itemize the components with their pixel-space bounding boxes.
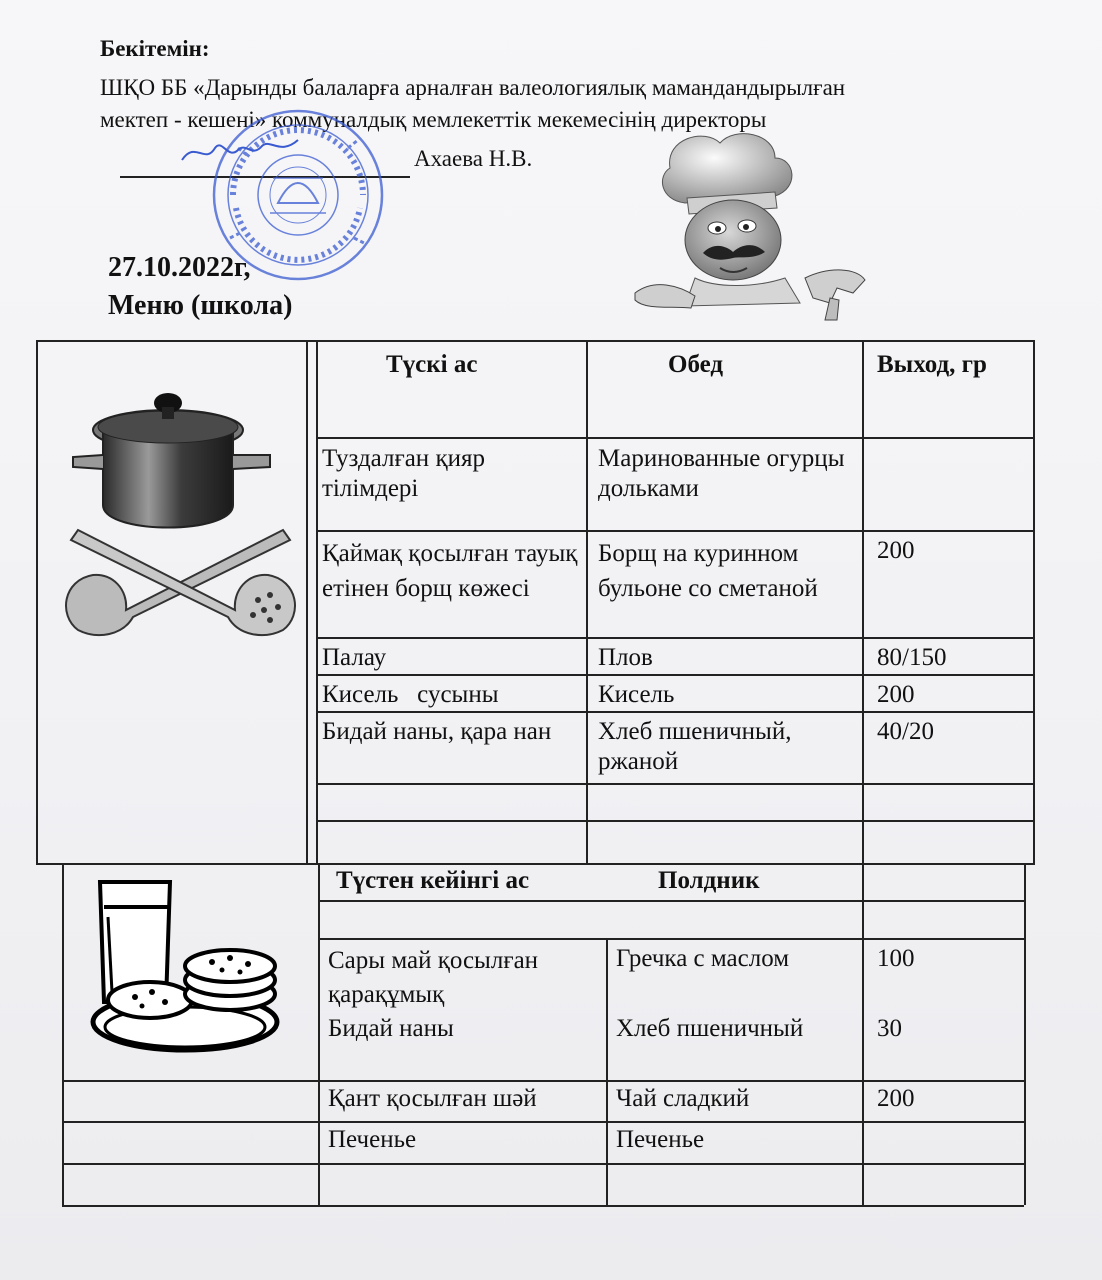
- row-divider: [318, 900, 1024, 902]
- snack-row-4-rus: Печенье: [616, 1126, 705, 1153]
- table-divider: [586, 340, 588, 865]
- row-divider: [62, 1080, 1024, 1082]
- lunch-row-4-kaz: Кисель сусыны: [322, 681, 499, 708]
- header-lunch-kaz: Түскі ас: [386, 351, 478, 378]
- menu-date: 27.10.2022г,: [108, 252, 251, 283]
- milk-cookies-icon: [90, 872, 285, 1057]
- table-border-right: [1033, 340, 1035, 865]
- table-border-left: [36, 340, 38, 865]
- row-divider: [316, 530, 1033, 532]
- header-lunch-rus: Обед: [668, 351, 724, 378]
- table-divider: [318, 863, 320, 1205]
- row-divider: [316, 674, 1033, 676]
- snack-row-2-kaz: Бидай наны: [328, 1015, 454, 1042]
- row-divider: [62, 1121, 1024, 1123]
- snack-row-2-weight: 30: [877, 1015, 902, 1042]
- table-divider: [606, 940, 608, 1205]
- lunch-row-3-rus: Плов: [598, 644, 653, 671]
- lunch-row-5-kaz: Бидай наны, қара нан: [322, 718, 552, 745]
- header-weight: Выход, гр: [877, 351, 987, 378]
- approval-org-line-1: ШҚО ББ «Дарынды балаларға арналған валеологиялық мамандандырылған: [100, 75, 846, 100]
- row-divider: [316, 637, 1033, 639]
- row-divider: [62, 1163, 1024, 1165]
- lunch-row-5-weight: 40/20: [877, 718, 934, 745]
- table-border-right: [1024, 863, 1026, 1205]
- lunch-row-2-weight: 200: [877, 537, 915, 564]
- snack-row-1-kaz: Сары май қосылған қарақұмық: [328, 947, 539, 1008]
- menu-title: Меню (школа): [108, 290, 293, 321]
- lunch-row-1-rus: Маринованные огурцы дольками: [598, 445, 845, 502]
- lunch-row-1-kaz: Туздалған қияр тілімдері: [322, 445, 485, 502]
- table-border-left: [62, 863, 64, 1205]
- chef-illustration-icon: [625, 128, 880, 328]
- cooking-pot-icon: [58, 385, 303, 645]
- lunch-row-5-rus: Хлеб пшеничный, ржаной: [598, 718, 792, 775]
- lunch-row-2-kaz: Қаймақ қосылған тауық етінен борщ көжесі: [322, 540, 578, 602]
- approval-title: Бекітемін:: [100, 36, 210, 61]
- signature-icon: [180, 130, 300, 170]
- section-divider: [36, 863, 1034, 865]
- table-divider: [862, 863, 864, 1205]
- lunch-row-4-weight: 200: [877, 681, 915, 708]
- header-snack-rus: Полдник: [658, 867, 760, 894]
- lunch-row-3-weight: 80/150: [877, 644, 947, 671]
- table-divider: [316, 340, 318, 863]
- snack-row-3-weight: 200: [877, 1085, 915, 1112]
- table-border-bottom: [62, 1205, 1024, 1207]
- snack-row-1-weight: 100: [877, 945, 915, 972]
- signer-name: Ахаева Н.В.: [414, 146, 533, 171]
- row-divider: [316, 820, 1033, 822]
- lunch-row-3-kaz: Палау: [322, 644, 387, 671]
- snack-row-3-rus: Чай сладкий: [616, 1085, 750, 1112]
- row-divider: [316, 437, 1033, 439]
- table-divider: [306, 340, 308, 865]
- approval-org-line-2: мектеп - кешені» коммуналдық мемлекеттік мекемесінің директоры: [100, 107, 767, 132]
- lunch-row-2-rus: Борщ на куринном бульоне со сметаной: [598, 540, 818, 602]
- snack-row-1-rus: Гречка с маслом: [616, 945, 790, 972]
- snack-row-2-rus: Хлеб пшеничный: [616, 1015, 804, 1042]
- table-divider: [862, 340, 864, 865]
- row-divider: [318, 938, 1024, 940]
- row-divider: [316, 711, 1033, 713]
- header-snack-kaz: Түстен кейінгі ас: [336, 867, 530, 894]
- lunch-row-4-rus: Кисель: [598, 681, 675, 708]
- table-border-top: [36, 340, 1034, 342]
- row-divider: [316, 783, 1033, 785]
- snack-row-3-kaz: Қант қосылған шәй: [328, 1085, 537, 1112]
- snack-row-4-kaz: Печенье: [328, 1126, 417, 1153]
